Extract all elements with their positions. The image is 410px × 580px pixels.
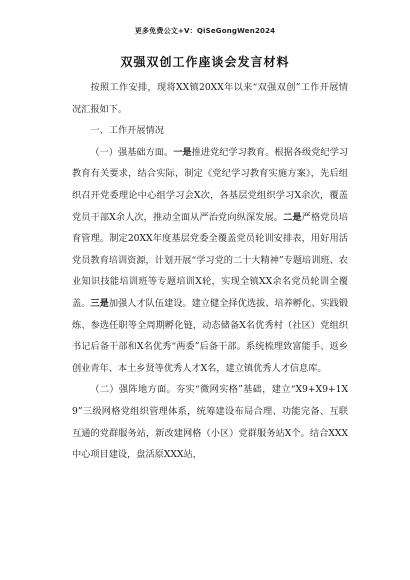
point-marker: 一是 (173, 146, 192, 158)
document-body (72, 77, 348, 466)
paragraph-foundation (72, 142, 348, 380)
document-title: 双强双创工作座谈会发言材料 (120, 55, 290, 69)
point-marker: 二是 (283, 211, 302, 223)
point-text: 推进党纪学习教育。根据各级党纪学习教育有关要求，结合实际，制定《党纪学习教育实施方案》，先后组织召开党委理论中心组学习会X次，各基层党组织学习X余次，覆盖党员干部X余人次，推动全面从严治党向纵深发展。 (72, 146, 349, 223)
paragraph-lead: （一）强基础方面。 (90, 146, 174, 158)
section-heading: 一、工作开展情况 (90, 125, 164, 137)
paragraph-position (72, 379, 348, 465)
point-text: 严格党员培育管理。制定20XX年度基层党委全覆盖党员轮训安排表，用好用活党员教育培训资源，计划开展“学习党的二十大精神”专题培训班、农业知识技能培训班等专题培训X轮，实现全镇XX余名党员轮训全覆盖。 (72, 211, 349, 309)
point-marker: 三是 (90, 297, 109, 309)
paragraph-lead: （二）强阵地方面。 (90, 384, 177, 396)
point-text: 加强人才队伍建设。建立健全择优选拔、培养孵化、实践锻炼、参选任职等全周期孵化链，动态储备X名优秀村（社区）党组织书记后备干部和X名优秀“两委”后备干部。系统梳理致富能手、返乡创业青年、本土乡贤等优秀人才X名，建立镇优秀人才信息库。 (72, 297, 349, 374)
header-note: 更多免费公文+V：QiSeGongWen2024 (134, 27, 276, 35)
intro-paragraph: 按照工作安排，现将XX镇20XX年以来“双强双创”工作开展情况汇报如下。 (72, 82, 348, 115)
paragraph-text: 夯实“微网实格”基础，建立“X9+X9+1X9”三级网格党组织管理体系，统筹建设布局合理、功能完备、互联互通的党群服务站，新改建网格（小区）党群服务站X个。结合XXX中心项目建设，盘活原XXX站， (72, 384, 348, 461)
